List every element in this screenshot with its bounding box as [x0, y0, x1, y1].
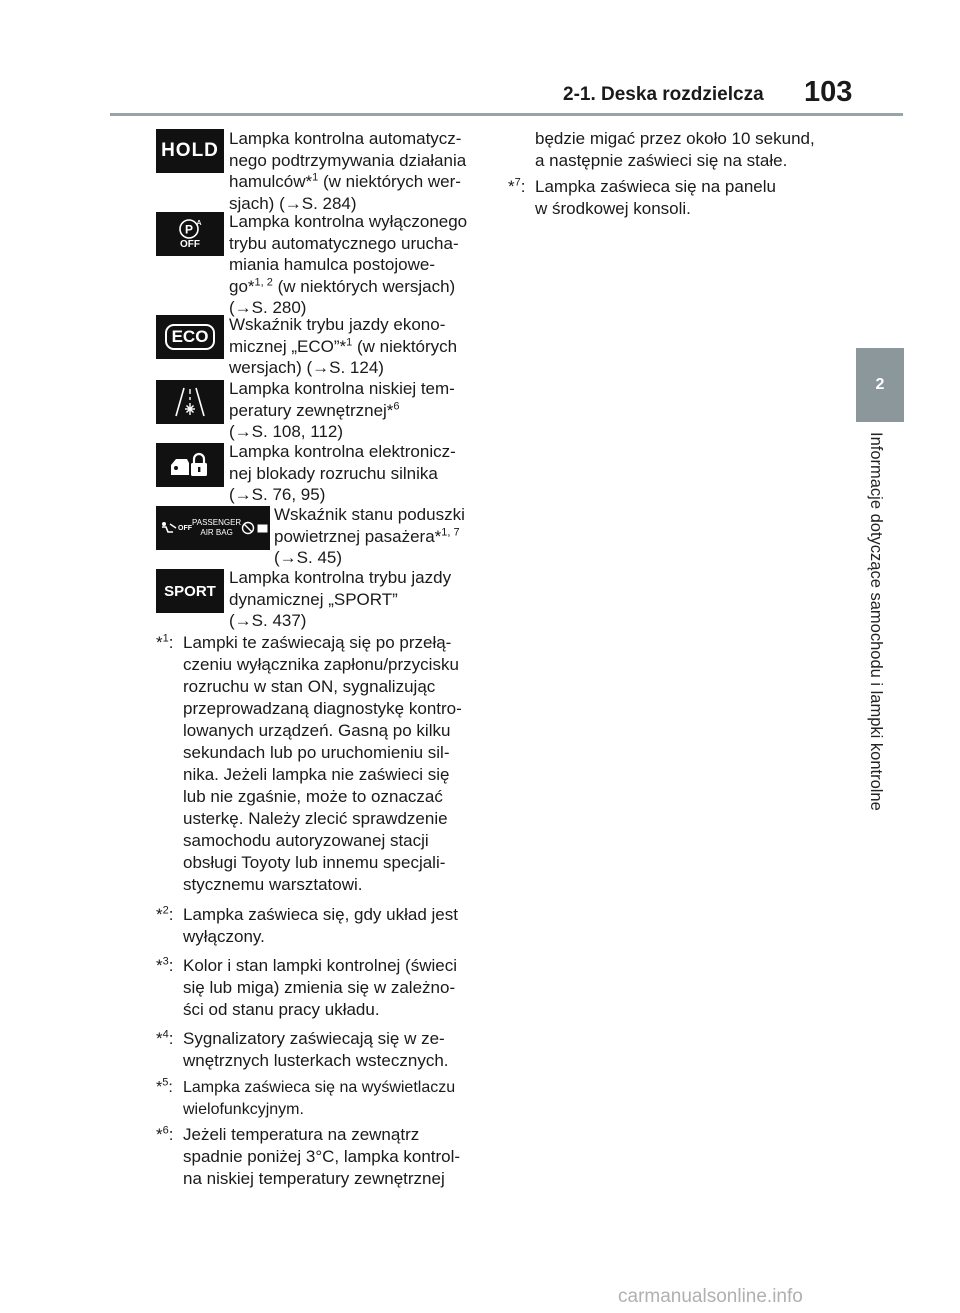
entry-text-eco [229, 314, 457, 379]
footnote-line: stycznemu warsztatowi. [183, 875, 363, 894]
footnote-line: będzie migać przez około 10 sekund, [535, 129, 815, 148]
entry-text-low-temp [229, 378, 455, 443]
entry-line: (→S. 437) [229, 611, 307, 630]
entry-text-sport [229, 567, 451, 632]
immobilizer-icon [156, 443, 224, 487]
footnote-number: 1 [162, 632, 169, 645]
footnote-number: 6 [162, 1124, 169, 1137]
footnote-line: sekundach lub po uruchomieniu sil- [183, 743, 450, 762]
section-title: 2-1. Deska rozdzielcza [563, 84, 764, 105]
svg-text:A: A [196, 220, 202, 227]
chapter-title: Informacje dotyczące samochodu i lampki kontrolne [867, 432, 885, 811]
entry-line: Lampka kontrolna elektronicz- [229, 442, 456, 461]
entry-text-fragment: go* [229, 276, 255, 296]
entry-text-passenger-airbag [274, 504, 465, 569]
footnote-line: na niskiej temperatury zewnętrznej [183, 1169, 445, 1188]
footnote-line: Jeżeli temperatura na zewnątrz [183, 1125, 420, 1144]
entry-line: miania hamulca postojowe- [229, 255, 435, 274]
footnote-5 [156, 1077, 486, 1121]
footnote-line: rozruchu w stan ON, sygnalizując [183, 677, 436, 696]
footnote-number: 3 [162, 955, 169, 968]
footnote-line: obsługi Toyoty lub innemu specjali- [183, 853, 446, 872]
footnote-marker: *$^2$: [156, 904, 174, 924]
footnote-body [535, 128, 848, 172]
footnote-3 [156, 955, 486, 1021]
airbag-disabled-icon [241, 521, 255, 535]
footnote-marker: *$^6$: [156, 1124, 174, 1144]
sport-mode-icon: SPORT [156, 569, 224, 613]
footnote-number: 5 [162, 1076, 169, 1089]
entry-line-with-footnote-ref [274, 526, 465, 548]
footnote-line: a następnie zaświeci się na stałe. [535, 151, 788, 170]
airbag-on-icon [257, 524, 268, 533]
entry-line: wersjach) (→S. 124) [229, 358, 384, 377]
entry-line-with-footnote-ref [229, 276, 467, 298]
footnote-6 [156, 1124, 486, 1190]
entry-line: Lampka kontrolna niskiej tem- [229, 379, 455, 398]
entry-text-fragment: hamulców* [229, 172, 313, 191]
entry-line-with-footnote-ref [229, 171, 466, 193]
entry-text-fragment: (w niektórych [352, 336, 458, 356]
entry-line: (→S. 45) [274, 548, 343, 567]
footnote-marker: *$^5$: [156, 1076, 173, 1096]
footnote-line: Lampki te zaświecają się po przełą- [183, 633, 452, 652]
footnote-reference: 1 [312, 171, 319, 184]
entry-line: nej blokady rozruchu silnika [229, 463, 438, 483]
footnote-line: Kolor i stan lampki kontrolnej (świeci [183, 956, 457, 975]
footnote-reference: 6 [393, 399, 400, 412]
footnote-body [183, 955, 486, 1021]
footnote-4 [156, 1028, 486, 1072]
footnote-line: przeprowadzaną diagnostykę kontro- [183, 699, 462, 718]
entry-text-fragment: peratury zewnętrznej* [229, 400, 394, 420]
footnote-body [183, 1028, 486, 1072]
footnote-marker: *$^3$: [156, 955, 174, 975]
watermark: carmanualsonline.info [618, 1286, 803, 1307]
entry-text-fragment: (w niektórych wersjach) [272, 276, 456, 296]
entry-line: Wskaźnik stanu poduszki [274, 505, 465, 524]
footnote-line: lub nie zgaśnie, może to oznaczać [183, 787, 443, 806]
footnote-line: Lampka zaświeca się na wyświetlaczu [183, 1079, 456, 1096]
entry-text-fragment: (w niektórych wer- [318, 172, 461, 191]
footnote-line: lowanych urządzeń. Gasną po kilku [183, 721, 451, 740]
entry-text-immobilizer [229, 441, 456, 506]
entry-line: sjach) (→S. 284) [229, 193, 357, 213]
footnote-line: czeniu wyłącznika zapłonu/przycisku [183, 655, 459, 674]
entry-line: (→S. 76, 95) [229, 485, 326, 504]
footnote-line: nika. Jeżeli lampka nie zaświeci się [183, 765, 450, 784]
entry-line: nego podtrzymywania działania [229, 150, 467, 170]
passenger-airbag-status-icon: OFF PASSENGER AIR BAG [156, 506, 270, 550]
footnote-line: spadnie poniżej 3°C, lampka kontrol- [183, 1147, 461, 1166]
footnote-line: wyłączony. [183, 927, 265, 946]
footnote-body [535, 176, 848, 220]
footnote-line: usterkę. Należy zlecić sprawdzenie [183, 809, 448, 828]
footnote-marker: *$^4$: [156, 1028, 174, 1048]
svg-text:P: P [184, 222, 194, 237]
entry-line: (→S. 280) [229, 298, 307, 317]
parking-p-symbol [177, 218, 203, 240]
chapter-tab[interactable]: 2 [856, 348, 904, 422]
low-outside-temperature-icon [156, 380, 224, 424]
parking-brake-off-icon: P A OFF [156, 212, 224, 256]
footnote-line: Sygnalizatory zaświecają się w ze- [183, 1029, 445, 1048]
footnote-body [183, 1124, 486, 1190]
entry-text-fragment: powietrznej pasażera* [274, 526, 442, 546]
footnote-2 [156, 904, 486, 948]
entry-text-parking-brake [229, 211, 467, 319]
entry-text-hold [229, 128, 466, 214]
footnote-body [183, 632, 486, 896]
footnote-marker: *$^1$: [156, 632, 174, 652]
footnote-marker: *$^7$: [508, 176, 526, 196]
footnote-line: się lub miga) zmienia się w zależno- [183, 978, 456, 997]
entry-line: dynamicznej „SPORT” [229, 589, 398, 609]
entry-line-with-footnote-ref [229, 336, 457, 358]
footnote-7 [508, 176, 848, 220]
entry-line: Lampka kontrolna wyłączonego [229, 212, 468, 231]
eco-icon: ECO [156, 315, 224, 359]
footnote-line: samochodu autoryzowanej stacji [183, 831, 429, 850]
entry-line-with-footnote-ref [229, 400, 455, 422]
footnote-line: w środkowej konsoli. [535, 199, 691, 218]
airbag-off-seat-icon: OFF [160, 521, 192, 535]
entry-line: Lampka kontrolna automatycz- [229, 129, 462, 148]
hold-icon: HOLD [156, 129, 224, 173]
entry-line: Lampka kontrolna trybu jazdy [229, 568, 452, 587]
footnote-1 [156, 632, 486, 896]
entry-line: Wskaźnik trybu jazdy ekono- [229, 315, 446, 334]
footnote-line: Lampka zaświeca się, gdy układ jest [183, 905, 458, 924]
footnote-line: Lampka zaświeca się na panelu [535, 177, 776, 196]
entry-line: (→S. 108, 112) [229, 422, 344, 441]
entry-text-fragment: micznej „ECO”* [229, 336, 347, 356]
page-number: 103 [804, 76, 853, 108]
footnote-reference: 1 [346, 335, 353, 348]
footnote-reference: 1, 7 [441, 525, 460, 538]
footnote-number: 4 [162, 1028, 169, 1041]
footnote-number: 2 [162, 904, 169, 917]
footnote-body [183, 904, 486, 948]
footnote-6-continued [508, 128, 848, 172]
footnote-reference: 1, 2 [254, 275, 273, 288]
footnote-line: ści od stanu pracy układu. [183, 1000, 380, 1019]
footnote-line: wielofunkcyjnym. [183, 1101, 304, 1118]
footnote-number: 7 [514, 176, 521, 189]
footnote-line: wnętrznych lusterkach wstecznych. [183, 1051, 449, 1070]
header-divider [110, 113, 903, 116]
footnote-body [183, 1077, 486, 1121]
entry-line: trybu automatycznego urucha- [229, 233, 459, 253]
